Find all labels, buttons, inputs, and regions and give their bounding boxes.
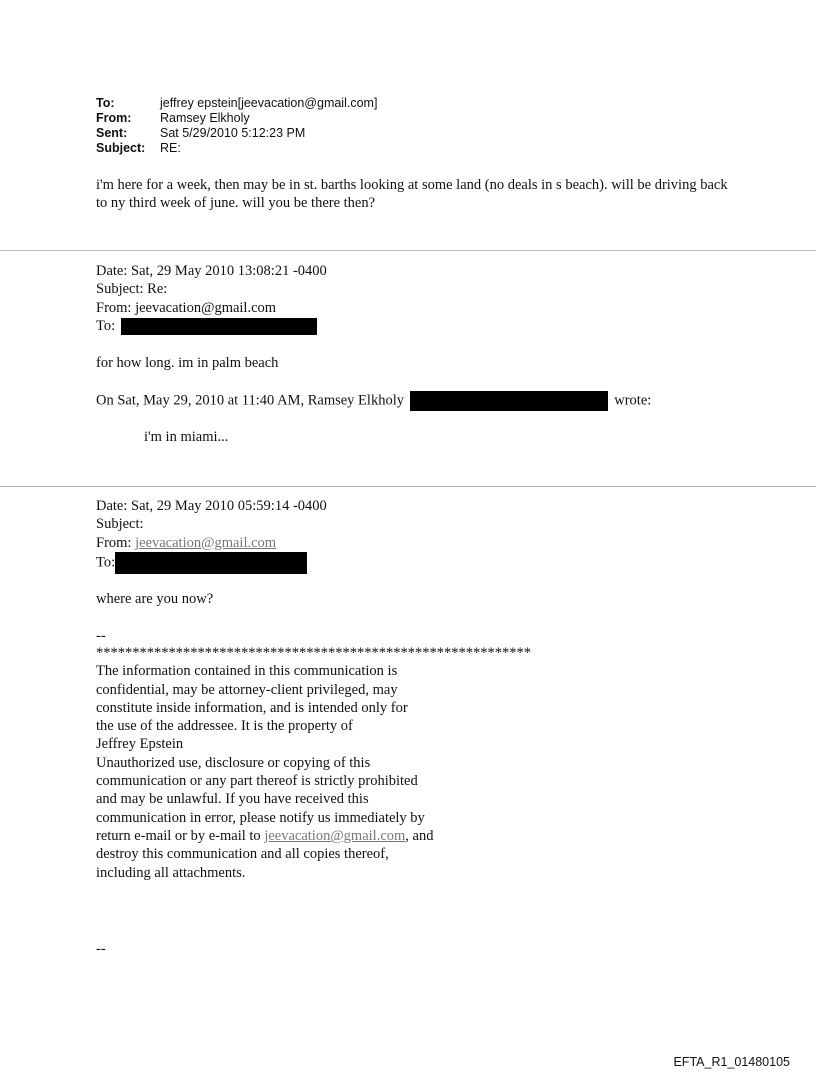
divider [0, 250, 816, 251]
quoted-text: i'm in miami... [144, 429, 229, 445]
return-prefix: return e-mail or by e-mail to [96, 827, 261, 844]
document-id: EFTA_R1_01480105 [673, 1055, 790, 1069]
header-to-value: jeffrey epstein[jeevacation@gmail.com] [160, 96, 378, 110]
disclaimer-line: communication or any part thereof is strictly prohibited [96, 773, 418, 790]
disclaimer-line: confidential, may be attorney-client privileged, may [96, 681, 398, 698]
disclaimer-line: The information contained in this communication is [96, 663, 398, 680]
message2-to-row [96, 317, 327, 335]
message3-subject: Subject: [96, 516, 144, 533]
header-from-value: Ramsey Elkholy [160, 111, 250, 125]
header-subject-row [96, 141, 377, 156]
header-from-row [96, 111, 377, 126]
disclaimer-line: and may be unlawful. If you have received this [96, 791, 369, 808]
email-link[interactable]: jeevacation@gmail.com [135, 534, 277, 551]
end-dash: -- [96, 941, 106, 957]
header-subject-label: Subject: [96, 141, 146, 155]
header-subject-value: RE: [160, 141, 181, 155]
quote-intro-row [96, 391, 651, 409]
message3-from-label: From: [96, 534, 132, 551]
message3-body: where are you now? [96, 591, 214, 607]
stars-line: ************************************************************ [96, 645, 531, 661]
signature-dash: -- [96, 628, 106, 644]
quote-intro: On Sat, May 29, 2010 at 11:40 AM, Ramsey Elkholy [96, 392, 404, 409]
header-to-label: To: [96, 96, 115, 110]
divider [0, 486, 816, 487]
message3-block [96, 497, 327, 570]
disclaimer-line: Jeffrey Epstein [96, 736, 184, 753]
disclaimer-line: Unauthorized use, disclosure or copying of this [96, 754, 371, 771]
reply-body: i'm here for a week, then may be in st. barths looking at some land (no deals in s beach). will be driving back to ny third week of june. will you be there then? [96, 177, 728, 211]
redaction-box [410, 391, 608, 411]
message3-to-row [96, 552, 327, 570]
disclaimer-line: including all attachments. [96, 864, 246, 881]
redaction-box [121, 318, 317, 335]
message2-to-label: To: [96, 317, 116, 334]
message2-subject: Subject: Re: [96, 281, 168, 298]
disclaimer-line: communication in error, please notify us immediately by [96, 809, 425, 826]
header-sent-label: Sent: [96, 126, 128, 140]
header-sent-row [96, 126, 377, 141]
redaction-box [115, 552, 307, 574]
disclaimer-line: constitute inside information, and is intended only for [96, 699, 408, 716]
header-to-row [96, 96, 377, 111]
header-sent-value: Sat 5/29/2010 5:12:23 PM [160, 126, 306, 140]
message3-from-row [96, 534, 327, 552]
message2-date: Date: Sat, 29 May 2010 13:08:21 -0400 [96, 263, 327, 279]
message2-body: for how long. im in palm beach [96, 355, 279, 371]
email-header [96, 96, 377, 156]
disclaimer-block [96, 644, 531, 882]
message3-date: Date: Sat, 29 May 2010 05:59:14 -0400 [96, 498, 327, 514]
return-suffix: , and [405, 827, 434, 844]
message3-to-label: To: [96, 554, 116, 571]
message2-from: From: jeevacation@gmail.com [96, 299, 277, 316]
disclaimer-line: the use of the addressee. It is the property of [96, 718, 353, 735]
disclaimer-return-line [96, 827, 531, 845]
quote-wrote: wrote: [614, 392, 652, 409]
message2-block [96, 262, 327, 335]
header-from-label: From: [96, 111, 132, 125]
disclaimer-line: destroy this communication and all copies thereof, [96, 846, 389, 863]
email-link[interactable]: jeevacation@gmail.com [264, 827, 406, 844]
